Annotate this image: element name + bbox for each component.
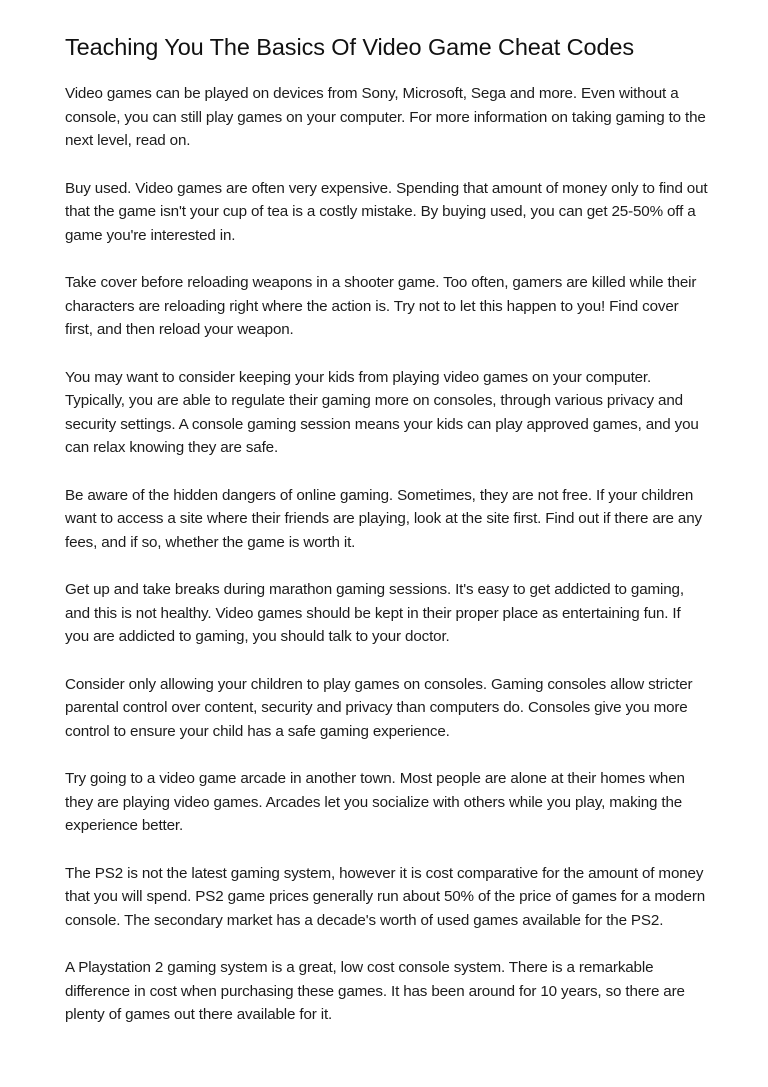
paragraph-ps2-cost: The PS2 is not the latest gaming system, however it is cost comparative for the amount of money that you will spend. PS2 game prices generally run about 50% of the price of games for a modern console. The secondary market has a decade's worth of used games available for the PS2.: [65, 864, 706, 929]
paragraph-buy-used: Buy used. Video games are often very expensive. Spending that amount of money only to find out that the game isn't your cup of tea is a costly mistake. By buying used, you can get 25-50% off a game you're interested in.: [65, 179, 708, 244]
paragraph-kids-computer: You may want to consider keeping your kids from playing video games on your computer. Typically, you are able to regulate their gaming more on consoles, through various privacy and security settings. A console gaming session means your kids can play approved games, and you can relax knowing they are safe.: [65, 368, 699, 456]
paragraph-take-cover: Take cover before reloading weapons in a shooter game. Too often, gamers are killed while their characters are reloading right where the action is. Try not to let this happen to you! Find cover first, and then reload your weapon.: [65, 274, 697, 338]
paragraph-playstation-2: A Playstation 2 gaming system is a great, low cost console system. There is a remarkable difference in cost when purchasing these games. It has been around for 10 years, so there are plenty of games out there available for it.: [65, 959, 685, 1023]
paragraph-arcade: Try going to a video game arcade in another town. Most people are alone at their homes when they are playing video games. Arcades let you socialize with others while you play, making the experience better.: [65, 770, 685, 834]
paragraph-online-dangers: Be aware of the hidden dangers of online gaming. Sometimes, they are not free. If your children want to access a site where their friends are playing, look at the site first. Find out if there are any fees, and if so, whether the game is worth it.: [65, 486, 702, 551]
document-title: Teaching You The Basics Of Video Game Cheat Codes: [65, 34, 635, 60]
paragraph-take-breaks: Get up and take breaks during marathon gaming sessions. It's easy to get addicted to gaming, and this is not healthy. Video games should be kept in their proper place as entertaining fun. If you are addicted to gaming, you should talk to your doctor.: [65, 581, 684, 645]
paragraph-consoles-only: Consider only allowing your children to play games on consoles. Gaming consoles allow stricter parental control over content, security and privacy than computers do. Consoles give you more control to ensure your child has a safe gaming experience.: [65, 675, 693, 740]
paragraph-intro: Video games can be played on devices from Sony, Microsoft, Sega and more. Even without a console, you can still play games on your computer. For more information on taking gaming to the next level, read on.: [65, 85, 706, 149]
